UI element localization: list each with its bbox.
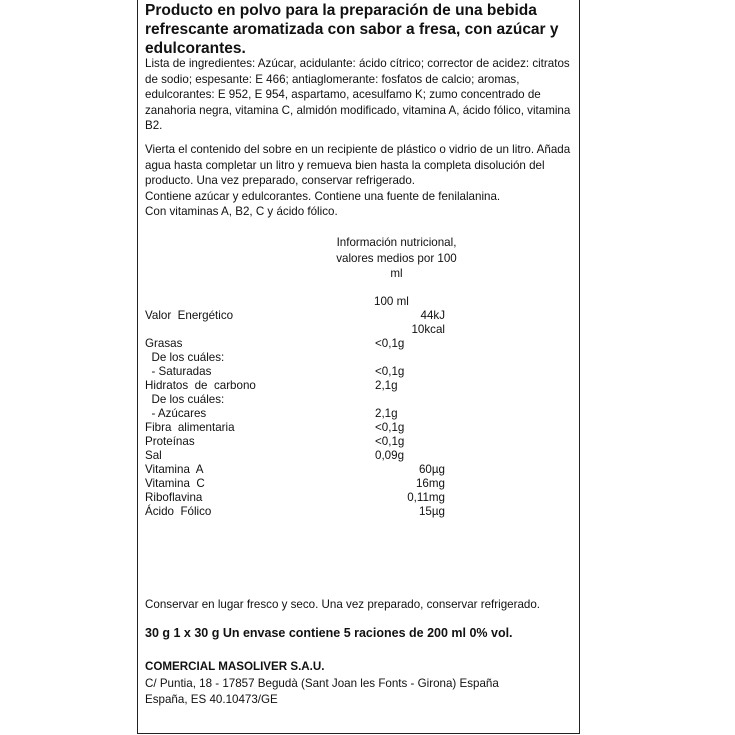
- product-title: Producto en polvo para la preparación de una bebida refrescante aromatizada con sabor a fresa, con azúcar y edulcorantes.: [145, 2, 559, 57]
- nutrition-row: [145, 449, 445, 463]
- nutrient-label: De los cuáles:: [145, 351, 225, 364]
- nutrition-row: [145, 351, 445, 365]
- nutrient-label: Fibra alimentaria: [145, 421, 235, 434]
- nutrition-row: [145, 421, 445, 435]
- nutrition-per-label: 100 ml: [374, 295, 409, 308]
- package-info: 30 g 1 x 30 g Un envase contiene 5 raciones de 200 ml 0% vol.: [145, 626, 513, 640]
- nutrition-row: [145, 491, 445, 505]
- nutrient-label: Riboflavina: [145, 491, 203, 504]
- nutrient-label: Sal: [145, 449, 162, 462]
- preparation-text: Vierta el contenido del sobre en un recipiente de plástico o vidrio de un litro. Añada agua hasta completar un litro y remueva bien hasta la completa disolución del producto. Una vez preparado, conservar refrigerado.: [145, 143, 571, 187]
- nutrient-label: Hidratos de carbono: [145, 379, 256, 392]
- nutrition-row: [145, 365, 445, 379]
- nutrition-heading: Información nutricional, valores medios por 100 ml: [336, 236, 457, 280]
- nutrition-row: [145, 337, 445, 351]
- nutrient-label: Valor Energético: [145, 309, 234, 322]
- sweetener-warning: Contiene azúcar y edulcorantes. Contiene una fuente de fenilalanina.: [145, 189, 501, 203]
- nutrient-value: <0,1g: [375, 435, 405, 448]
- nutrient-label: Vitamina C: [145, 477, 205, 490]
- company-name: COMERCIAL MASOLIVER S.A.U.: [145, 660, 325, 673]
- nutrient-value: 0,11mg: [407, 491, 445, 504]
- vitamins-note: Con vitaminas A, B2, C y ácido fólico.: [145, 205, 338, 218]
- address-line: C/ Puntia, 18 - 17857 Begudà (Sant Joan les Fonts - Girona) España: [145, 677, 499, 690]
- nutrition-row: [145, 435, 445, 449]
- nutrient-label: Grasas: [145, 337, 183, 350]
- nutrition-row: [145, 393, 445, 407]
- nutrient-value: <0,1g: [375, 421, 405, 434]
- nutrient-value: 2,1g: [375, 379, 398, 392]
- nutrition-row: [145, 323, 445, 337]
- storage-text: Conservar en lugar fresco y seco. Una vez preparado, conservar refrigerado.: [145, 598, 541, 611]
- nutrient-value: 0,09g: [375, 449, 405, 462]
- nutrition-row: [145, 379, 445, 393]
- nutrition-row: [145, 407, 445, 421]
- nutrient-label: Vitamina A: [145, 463, 204, 476]
- nutrient-label: - Saturadas: [145, 365, 212, 378]
- nutrient-label: - Azúcares: [145, 407, 207, 420]
- nutrient-value: 60µg: [418, 463, 445, 476]
- nutrient-value: 2,1g: [375, 407, 398, 420]
- nutrient-value: 44kJ: [420, 309, 445, 322]
- registry-line: España, ES 40.10473/GE: [145, 692, 278, 706]
- nutrient-label: Ácido Fólico: [145, 505, 212, 518]
- nutrition-row: [145, 477, 445, 491]
- nutrient-label: De los cuáles:: [145, 393, 225, 406]
- nutrient-value: <0,1g: [375, 365, 405, 378]
- ingredients-list: Lista de ingredientes: Azúcar, acidulante: ácido cítrico; corrector de acidez: citratos de sodio; espesante: E 466; antiaglomerante: fosfatos de calcio; aromas, edulcorantes: E 952, E 954, aspartamo, acesulfamo K; zumo concentrado de zanahoria negra, vitamina C, almidón modificado, vitamina A, ácido fólico, vitamina B2.: [145, 57, 571, 132]
- nutrition-row: [145, 309, 445, 323]
- nutrient-value: 10kcal: [411, 323, 445, 336]
- nutrient-value: 15µg: [418, 505, 445, 518]
- company-address: [145, 676, 575, 707]
- nutrient-label: Proteínas: [145, 435, 195, 448]
- nutrient-value: <0,1g: [375, 337, 405, 350]
- nutrition-row: [145, 463, 445, 477]
- instructions-block: [145, 142, 575, 220]
- nutrition-row: [145, 505, 445, 519]
- nutrient-value: 16mg: [415, 477, 445, 490]
